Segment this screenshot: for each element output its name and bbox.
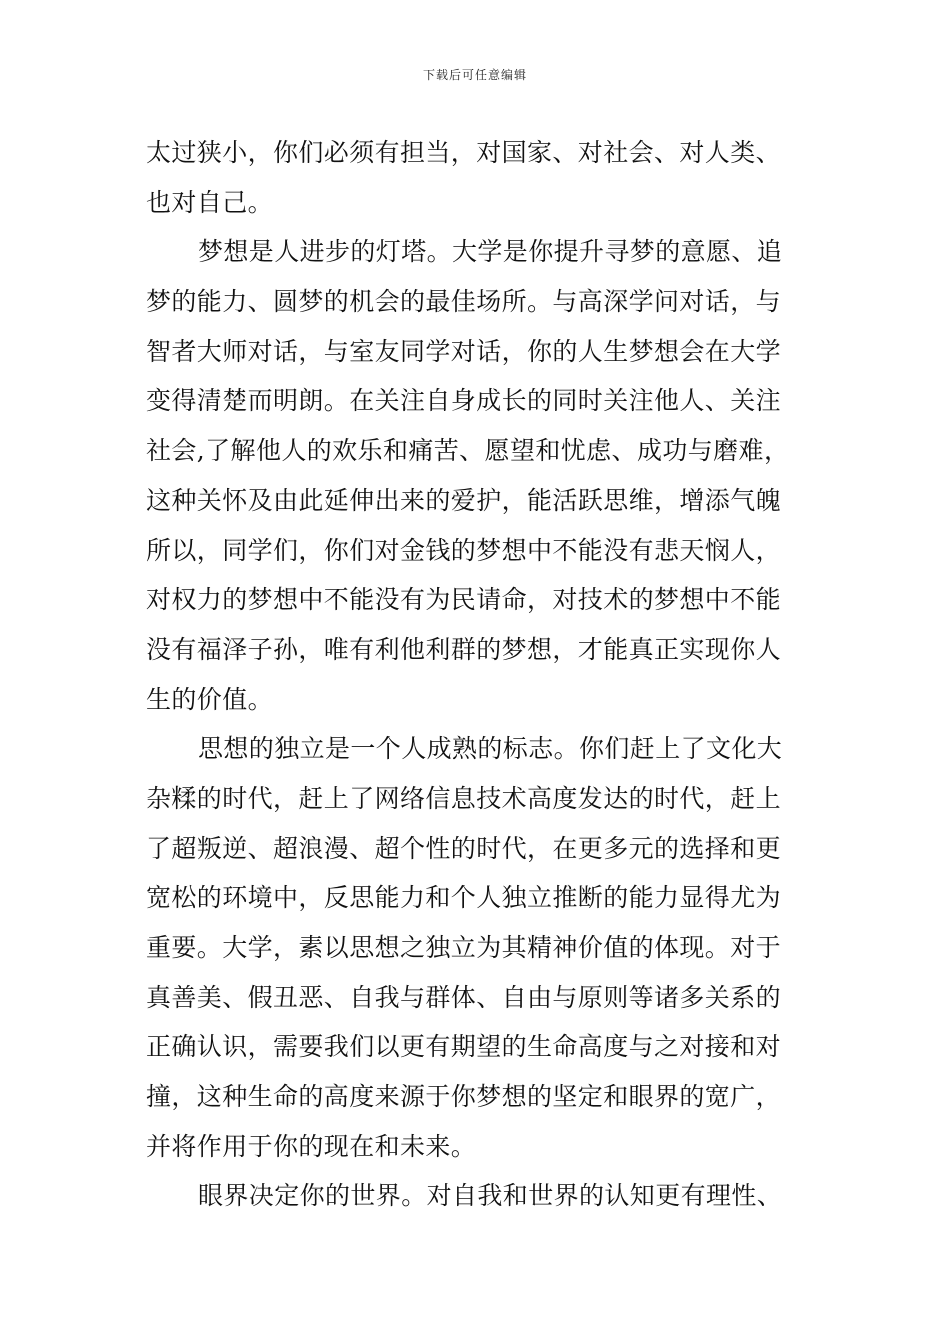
text-line: 真善美、假丑恶、自我与群体、自由与原则等诸多关系的 bbox=[146, 982, 782, 1012]
text-line: 社会,了解他人的欢乐和痛苦、愿望和忧虑、成功与磨难， bbox=[146, 436, 790, 466]
text-line: 这种关怀及由此延伸出来的爱护，能活跃思维，增添气魄 bbox=[146, 485, 782, 515]
text-line: 正确认识，需要我们以更有期望的生命高度与之对接和对 bbox=[146, 1032, 782, 1062]
paragraph-start-line: 梦想是人进步的灯塔。大学是你提升寻梦的意愿、追 bbox=[198, 237, 783, 267]
paragraph-start-line: 眼界决定你的世界。对自我和世界的认知更有理性、 bbox=[198, 1181, 783, 1211]
text-line: 并将作用于你的现在和未来。 bbox=[146, 1131, 477, 1161]
text-line: 撞，这种生命的高度来源于你梦想的坚定和眼界的宽广， bbox=[146, 1082, 782, 1112]
text-line: 太过狭小，你们必须有担当，对国家、对社会、对人类、 bbox=[146, 138, 782, 167]
text-line: 所以，同学们，你们对金钱的梦想中不能没有悲天悯人， bbox=[146, 535, 782, 565]
text-line: 重要。大学，素以思想之独立为其精神价值的体现。对于 bbox=[146, 933, 782, 962]
page-header: 下载后可任意编辑 bbox=[422, 68, 527, 82]
text-line: 也对自己。 bbox=[146, 187, 274, 217]
text-line: 变得清楚而明朗。在关注自身成长的同时关注他人、关注 bbox=[146, 386, 782, 416]
text-line: 杂糅的时代，赶上了网络信息技术高度发达的时代，赶上 bbox=[146, 783, 782, 813]
text-line: 宽松的环境中，反思能力和个人独立推断的能力显得尤为 bbox=[146, 883, 782, 913]
text-line: 梦的能力、圆梦的机会的最佳场所。与高深学问对话，与 bbox=[146, 287, 782, 317]
text-line: 了超叛逆、超浪漫、超个性的时代，在更多元的选择和更 bbox=[146, 833, 782, 863]
text-line: 没有福泽子孙，唯有利他利群的梦想，才能真正实现你人 bbox=[146, 634, 782, 664]
text-line: 生的价值。 bbox=[146, 684, 274, 714]
text-line: 对权力的梦想中不能没有为民请命，对技术的梦想中不能 bbox=[146, 585, 782, 615]
text-line: 智者大师对话，与室友同学对话，你的人生梦想会在大学 bbox=[146, 336, 782, 366]
paragraph-start-line: 思想的独立是一个人成熟的标志。你们赶上了文化大 bbox=[198, 734, 783, 764]
document-body bbox=[146, 128, 806, 1221]
